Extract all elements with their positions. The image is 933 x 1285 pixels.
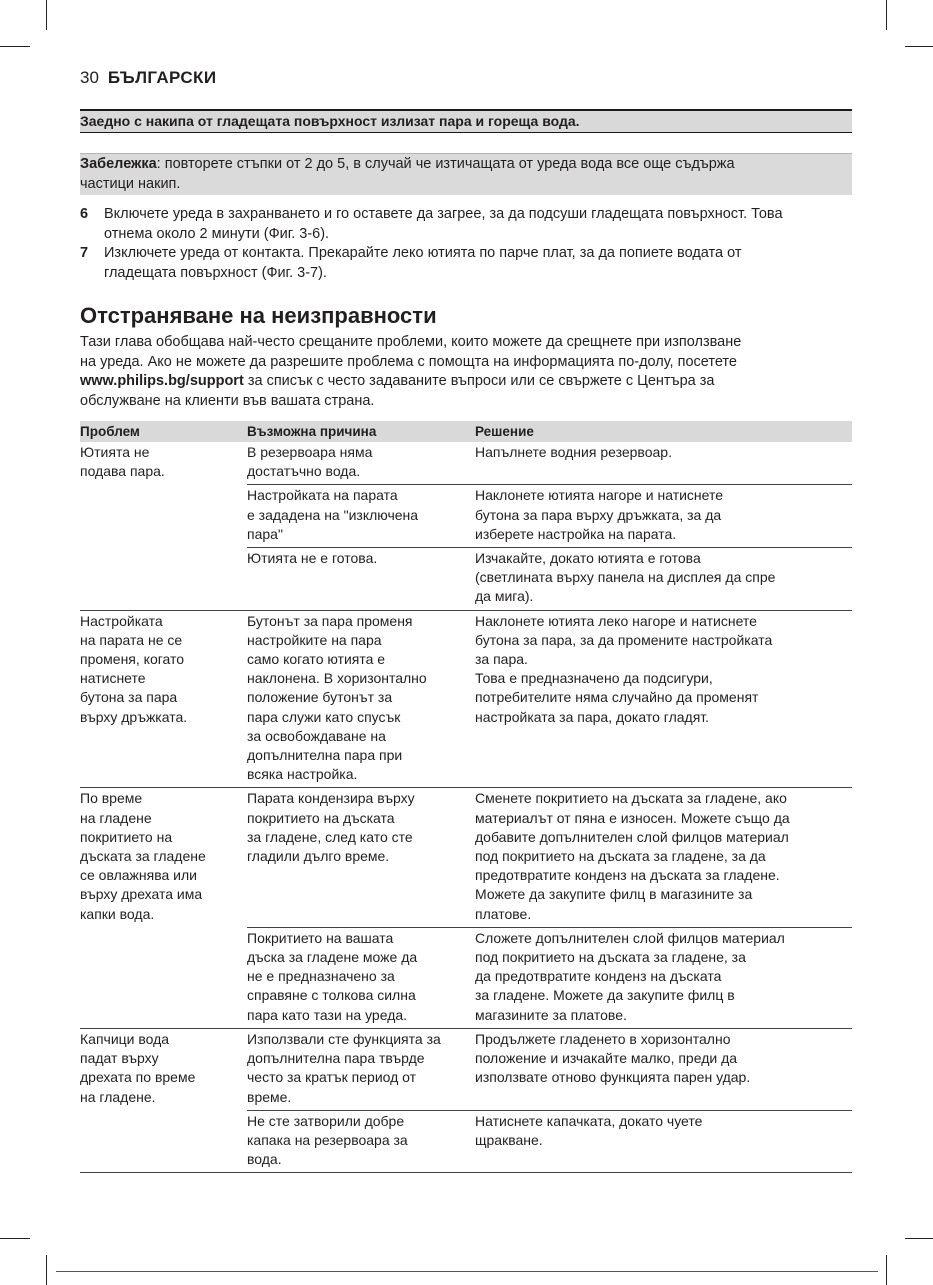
cell-text-line: променя, когато bbox=[80, 651, 185, 668]
cell-text-line: материалът от пяна е износен. Можете също да bbox=[475, 809, 790, 826]
problem-cell bbox=[80, 1028, 247, 1172]
crop-mark bbox=[0, 1238, 30, 1239]
support-link[interactable]: www.philips.bg/support bbox=[80, 373, 244, 389]
crop-mark bbox=[886, 1255, 887, 1285]
steps-list bbox=[80, 205, 783, 283]
cell-text-line: допълнителна пара твърде bbox=[247, 1050, 425, 1067]
cell-text-line: Продължете гладенето в хоризонтално bbox=[475, 1030, 731, 1047]
cell-text-line: дъската за гладене bbox=[80, 848, 206, 865]
warning-bar: Заедно с накипа от гладещата повърхност излизат пара и гореща вода. bbox=[80, 109, 852, 133]
cell-text-line: използвате отново функцията парен удар. bbox=[475, 1069, 751, 1086]
solution-cell bbox=[475, 927, 852, 1028]
language-title: БЪЛГАРСКИ bbox=[107, 68, 217, 87]
cause-cell bbox=[247, 788, 475, 927]
cell-text-line: бутона за пара bbox=[80, 689, 178, 706]
cell-text-line: Използвали сте функцията за bbox=[247, 1030, 441, 1047]
cell-text-line: за освобождаване на bbox=[247, 727, 386, 744]
cell-text-line: Капчици вода bbox=[80, 1030, 170, 1047]
cell-text-line: под покритието на дъската за гладене, за bbox=[475, 949, 746, 966]
section-title: Отстраняване на неизправности bbox=[80, 303, 437, 328]
cell-text-line: подава пара. bbox=[80, 463, 165, 480]
cell-text-line: дрехата по време bbox=[80, 1069, 196, 1086]
cell-text-line: често за кратък период от bbox=[247, 1069, 417, 1086]
cell-text-line: Ютията не bbox=[80, 444, 150, 460]
cell-text-line: Не сте затворили добре bbox=[247, 1112, 405, 1129]
crop-mark bbox=[905, 1238, 933, 1239]
cell-text-line: Сложете допълнителен слой филцов материал bbox=[475, 929, 785, 946]
cell-text-line: дъска за гладене може да bbox=[247, 949, 418, 966]
cell-text-line: достатъчно вода. bbox=[247, 463, 361, 480]
intro-line: на уреда. Ако не можете да разрешите проблема с помощта на информацията по-долу, посетете bbox=[80, 353, 737, 370]
cell-text-line: Ютията не е готова. bbox=[247, 550, 378, 567]
problem-cell bbox=[80, 610, 247, 788]
cell-text-line: Настройката bbox=[80, 612, 163, 629]
cell-text-line: Натиснете капачката, докато чуете bbox=[475, 1112, 703, 1129]
cause-cell bbox=[247, 1110, 475, 1173]
cause-cell bbox=[247, 610, 475, 788]
cell-text-line: покритието на bbox=[80, 828, 173, 845]
solution-cell bbox=[475, 1028, 852, 1110]
cell-text-line: По време bbox=[80, 790, 143, 807]
cell-text-line: Настройката на парата bbox=[247, 487, 398, 504]
cell-text-line: Сменете покритието на дъската за гладене, ако bbox=[475, 790, 787, 807]
cell-text-line: щракване. bbox=[475, 1131, 543, 1148]
crop-mark bbox=[46, 1255, 47, 1285]
intro-text: за списък с често задаваните въпроси или се свържете с Центъра за bbox=[243, 373, 715, 389]
cell-text-line: се овлажнява или bbox=[80, 867, 197, 884]
step-text-line: отнема около 2 минути (Фиг. 3-6). bbox=[104, 225, 330, 242]
cell-text-line: бутона за пара, за да промените настройката bbox=[475, 631, 773, 648]
note-line: частици накип. bbox=[80, 175, 181, 192]
cell-text-line: на гладене bbox=[80, 809, 152, 826]
cell-text-line: на гладене. bbox=[80, 1088, 156, 1105]
cell-text-line: В резервоара няма bbox=[247, 444, 373, 460]
page-number: 30 bbox=[80, 68, 99, 87]
cell-text-line: Наклонете ютията нагоре и натиснете bbox=[475, 487, 724, 504]
cell-text-line: Изчакайте, докато ютията е готова bbox=[475, 550, 701, 567]
table-row bbox=[80, 610, 852, 788]
step-6 bbox=[80, 205, 783, 244]
cell-text-line: пара като тази на уреда. bbox=[247, 1006, 408, 1023]
cell-text-line: капки вода. bbox=[80, 905, 155, 922]
cell-text-line: предотвратите конденз на дъската за гладене. bbox=[475, 867, 780, 884]
step-text-line: Изключете уреда от контакта. Прекарайте леко ютията по парче плат, за да попиете водата от bbox=[104, 245, 742, 261]
solution-cell bbox=[475, 485, 852, 548]
crop-mark bbox=[905, 46, 933, 47]
cell-text-line: справяне с толкова силна bbox=[247, 987, 416, 1004]
page-header bbox=[80, 66, 216, 90]
header-cause: Възможна причина bbox=[247, 421, 475, 442]
cell-text-line: Това е предназначено да подсигури, bbox=[475, 670, 713, 687]
cell-text-line: е зададена на "изключена bbox=[247, 506, 419, 523]
cell-text-line: Можете да закупите филц в магазините за bbox=[475, 886, 753, 903]
cell-text-line: Парата кондензира върху bbox=[247, 790, 415, 807]
cell-text-line: за гладене. Можете да закупите филц в bbox=[475, 987, 735, 1004]
step-7 bbox=[80, 244, 783, 283]
solution-cell bbox=[475, 442, 852, 485]
solution-cell bbox=[475, 548, 852, 611]
intro-line: Тази глава обобщава най-често срещаните проблеми, които можете да срещнете при използване bbox=[80, 334, 742, 350]
cell-text-line: не е предназначено за bbox=[247, 968, 395, 985]
cell-text-line: настройката за пара, докато гладят. bbox=[475, 708, 710, 725]
table-body bbox=[80, 442, 852, 1173]
cell-text-line: изберете настройка на парата. bbox=[475, 525, 677, 542]
cell-text-line: потребителите няма случайно да променят bbox=[475, 689, 759, 706]
cause-cell bbox=[247, 442, 475, 485]
table-row bbox=[80, 442, 852, 485]
cell-text-line: наклонена. В хоризонтално bbox=[247, 670, 427, 687]
cell-text-line: Напълнете водния резервоар. bbox=[475, 444, 672, 460]
crop-mark bbox=[886, 0, 887, 30]
cell-text-line: положение и изчакайте малко, преди да bbox=[475, 1050, 738, 1067]
table-row bbox=[80, 788, 852, 927]
solution-cell bbox=[475, 788, 852, 927]
cell-text-line: положение бутонът за bbox=[247, 689, 393, 706]
cause-cell bbox=[247, 1028, 475, 1110]
header-problem: Проблем bbox=[80, 421, 247, 442]
step-text-line: Включете уреда в захранването и го оставете да загрее, за да подсуши гладещата повърхност. Това bbox=[104, 206, 783, 222]
cell-text-line: настройките на пара bbox=[247, 631, 382, 648]
crop-mark bbox=[46, 0, 47, 30]
cell-text-line: да предотвратите конденз на дъската bbox=[475, 968, 722, 985]
cell-text-line: пара" bbox=[247, 525, 283, 542]
cell-text-line: платове. bbox=[475, 905, 532, 922]
step-text-line: гладещата повърхност (Фиг. 3-7). bbox=[104, 264, 327, 281]
intro-paragraph bbox=[80, 333, 741, 411]
cell-text-line: Наклонете ютията леко нагоре и натиснете bbox=[475, 612, 757, 629]
solution-cell bbox=[475, 610, 852, 788]
cell-text-line: на парата не се bbox=[80, 631, 183, 648]
cell-text-line: покритието на дъската bbox=[247, 809, 395, 826]
cell-text-line: да мига). bbox=[475, 588, 534, 605]
note-box bbox=[80, 153, 852, 195]
solution-cell bbox=[475, 1110, 852, 1173]
cause-cell bbox=[247, 927, 475, 1028]
note-line bbox=[80, 155, 852, 175]
cell-text-line: време. bbox=[247, 1088, 292, 1105]
cell-text-line: Покритието на вашата bbox=[247, 929, 394, 946]
cell-text-line: пара служи като спусък bbox=[247, 708, 401, 725]
cell-text-line: всяка настройка. bbox=[247, 766, 358, 783]
cell-text-line: магазините за платове. bbox=[475, 1006, 627, 1023]
cell-text-line: за пара. bbox=[475, 651, 528, 668]
step-number: 7 bbox=[80, 245, 89, 261]
intro-line bbox=[80, 372, 741, 392]
crop-mark bbox=[0, 46, 30, 47]
note-label: Забележка bbox=[80, 156, 157, 172]
cell-text-line: вода. bbox=[247, 1151, 282, 1168]
problem-cell bbox=[80, 788, 247, 1028]
cause-cell bbox=[247, 485, 475, 548]
troubleshooting-table bbox=[80, 421, 852, 1173]
header-solution: Решение bbox=[475, 421, 852, 442]
problem-cell bbox=[80, 442, 247, 610]
cause-cell bbox=[247, 548, 475, 611]
cell-text-line: върху дрехата има bbox=[80, 886, 203, 903]
cell-text-line: (светлината върху панела на дисплея да спре bbox=[475, 569, 776, 586]
cell-text-line: падат върху bbox=[80, 1050, 159, 1067]
cell-text-line: бутона за пара върху дръжката, за да bbox=[475, 506, 722, 523]
intro-line: обслужване на клиенти във вашата страна. bbox=[80, 392, 375, 409]
table-row bbox=[80, 1028, 852, 1110]
cell-text-line: под покритието на дъската за гладене, за да bbox=[475, 848, 766, 865]
cell-text-line: допълнителна пара при bbox=[247, 747, 403, 764]
table-header-row bbox=[80, 421, 852, 442]
cell-text-line: само когато ютията е bbox=[247, 651, 386, 668]
cell-text-line: натиснете bbox=[80, 670, 146, 687]
cell-text-line: за гладене, след като сте bbox=[247, 828, 413, 845]
cell-text-line: върху дръжката. bbox=[80, 708, 188, 725]
step-number: 6 bbox=[80, 206, 89, 222]
cell-text-line: добавите допълнителен слой филцов материал bbox=[475, 828, 789, 845]
bottom-rule bbox=[56, 1271, 878, 1272]
cell-text-line: гладили дълго време. bbox=[247, 848, 390, 865]
note-text: : повторете стъпки от 2 до 5, в случай че изтичащата от уреда вода все още съдържа bbox=[156, 156, 735, 172]
cell-text-line: Бутонът за пара променя bbox=[247, 612, 413, 629]
cell-text-line: капака на резервоара за bbox=[247, 1131, 408, 1148]
